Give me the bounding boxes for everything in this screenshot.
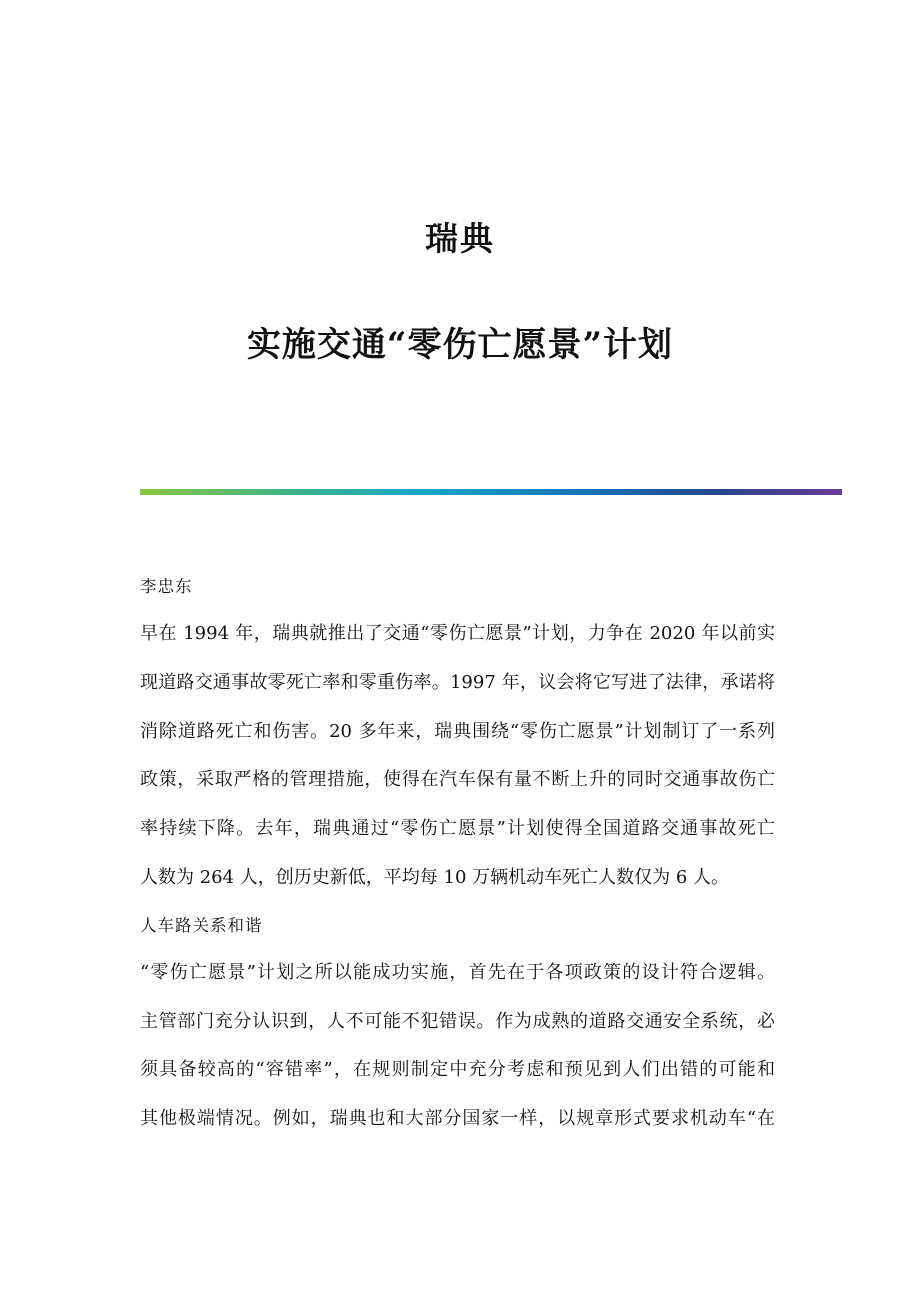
paragraph-line: 政策，采取严格的管理措施，使得在汽车保有量不断上升的同时交通事故伤亡 xyxy=(140,769,775,791)
paragraph-line: 人数为 264 人，创历史新低，平均每 10 万辆机动车死亡人数仅为 6 人。 xyxy=(140,866,730,888)
author-name: 李忠东 xyxy=(140,577,193,596)
gradient-divider xyxy=(140,489,842,495)
paragraph-2 xyxy=(140,949,775,1144)
paragraph-line: 率持续下降。去年，瑞典通过“零伤亡愿景”计划使得全国道路交通事故死亡 xyxy=(140,818,775,840)
document-title: 瑞典 xyxy=(425,219,495,258)
paragraph-line: 须具备较高的“容错率”，在规则制定中充分考虑和预见到人们出错的可能和 xyxy=(140,1059,775,1081)
paragraph-1 xyxy=(140,610,775,903)
paragraph-line: 其他极端情况。例如，瑞典也和大部分国家一样，以规章形式要求机动车“在 xyxy=(140,1108,775,1130)
document-subtitle: 实施交通“零伤亡愿景”计划 xyxy=(246,325,674,365)
article-body xyxy=(140,564,775,1144)
paragraph-line: “零伤亡愿景”计划之所以能成功实施，首先在于各项政策的设计符合逻辑。 xyxy=(140,961,775,983)
paragraph-line: 现道路交通事故零死亡率和零重伤率。1997 年，议会将它写进了法律，承诺将 xyxy=(140,671,775,693)
paragraph-line: 主管部门充分认识到，人不可能不犯错误。作为成熟的道路交通安全系统，必 xyxy=(140,1010,775,1032)
paragraph-line: 消除道路死亡和伤害。20 多年来，瑞典围绕“零伤亡愿景”计划制订了一系列 xyxy=(140,720,775,742)
section-heading: 人车路关系和谐 xyxy=(140,915,263,935)
paragraph-line: 早在 1994 年，瑞典就推出了交通“零伤亡愿景”计划，力争在 2020 年以前实 xyxy=(140,623,775,644)
